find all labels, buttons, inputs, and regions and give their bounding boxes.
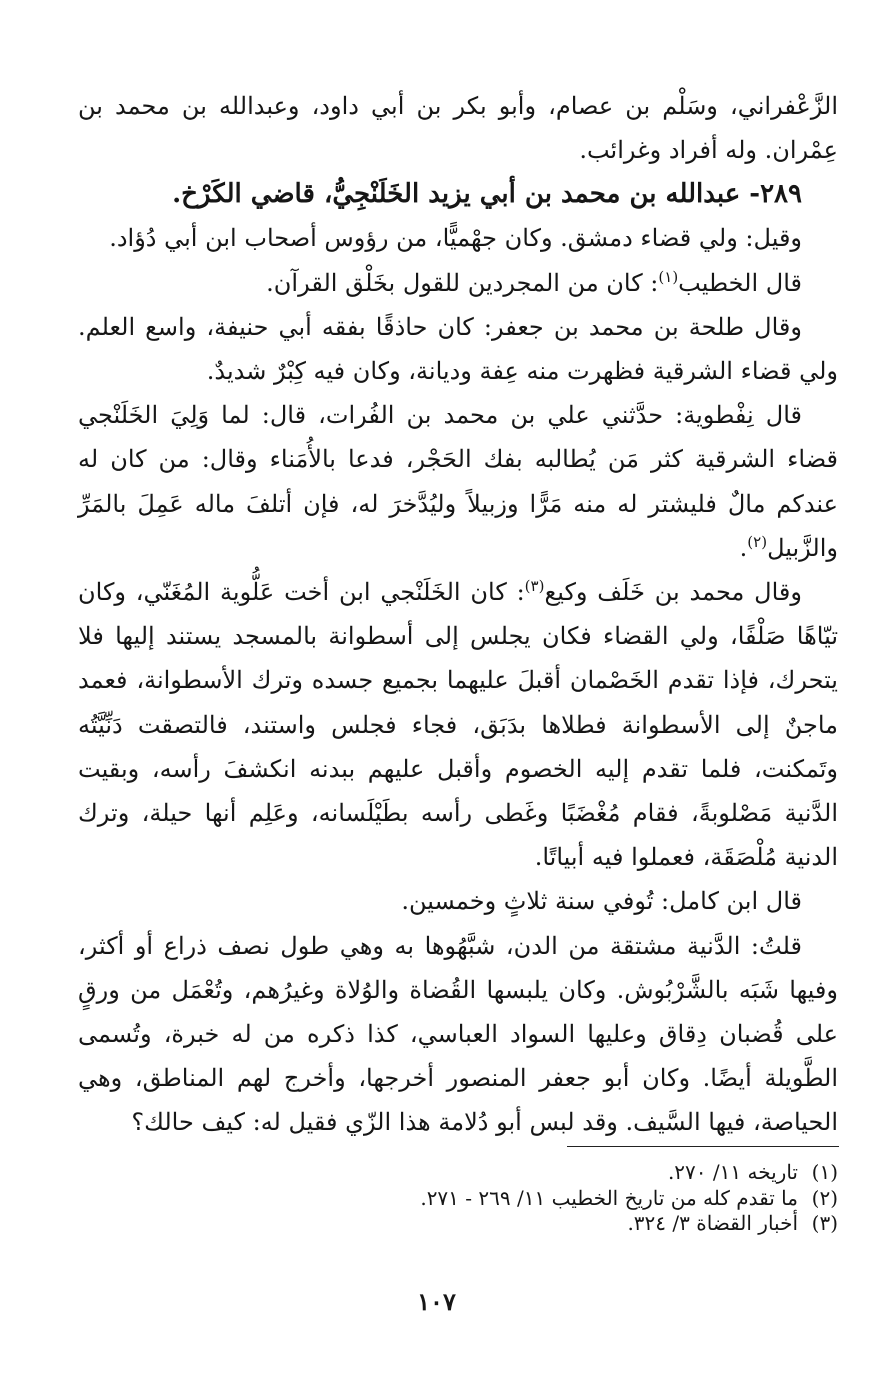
footnote-number: (٣) [811, 1211, 838, 1235]
main-text [78, 84, 838, 1145]
entry-title: عبدالله بن محمد بن أبي يزيد الخَلَنْجِيُّ، قاضي الكَرْخ. [172, 179, 741, 210]
entry-heading [78, 172, 838, 216]
paragraph: وقيل: ولي قضاء دمشق. وكان جهْميًّا، من رؤوس أصحاب ابن أبي دُؤاد. [109, 224, 802, 253]
footnote-text: تاريخه ١١/ ٢٧٠. [667, 1160, 798, 1184]
paragraph: وقال محمد بن خَلَف وكيع$^{(٣)}$: كان الخَلَنْجي ابن أخت عَلُّوية المُغَنّي، وكان تيّاهًا صَلْفًا، ولي القضاء فكان يجلس إلى أسطوانة بالمسجد يستند إليها فلا يتحرك، فإذا تقدم الخَصْمان أقبلَ عليهما بجميع جسده وترك الأسطوانة، فعمد ماجنٌ إلى الأسطوانة فطلاها بدَبَق، فجاء فجلس واستند، فالتصقت دَنِّيَّتُه وتَمكنت، فلما تقدم إليه الخصوم وأقبل عليهم ببدنه انكشفَ رأسه، وبقيت الدَّنية مَصْلوبةً، فقام مُغْضَبًا وغَطى رأسه بطَيْلَسانه، وعَلِم أنها حيلة، وترك الدنية مُلْصَقَة، فعملوا فيه أبياتًا. [78, 577, 838, 872]
paragraph: قلتُ: الدَّنية مشتقة من الدن، شبَّهُوها به وهي طول نصف ذراع أو أكثر، وفيها شَبَه بالشَّرْبُوش. وكان يلبسها القُضاة والوُلاة وغيرُهم، وتُعْمَل من ورقٍ على قُضبان دِقاق وعليها السواد العباسي، كذا ذكره من له خبرة، وتُسمى الطَّويلة أيضًا. وكان أبو جعفر المنصور أخرجها، وأخرج لهم المناطق، وهي الحياصة، فيها السَّيف. وقد لبس أبو دُلامة هذا الزّي فقيل له: كيف حالك؟ [78, 931, 838, 1137]
paragraph: وقال طلحة بن محمد بن جعفر: كان حاذقًا بفقه أبي حنيفة، واسع العلم. ولي قضاء الشرقية فظهرت منه عِفة وديانة، وكان فيه كِبْرٌ شديدٌ. [78, 312, 838, 386]
entry-number: ٢٨٩- [749, 179, 802, 210]
footnote-divider [567, 1146, 839, 1147]
footnote-text: أخبار القضاة ٣/ ٣٢٤. [627, 1211, 798, 1235]
footnote-number: (١) [811, 1160, 838, 1184]
paragraph: قال ابن كامل: تُوفي سنة ثلاثٍ وخمسين. [401, 887, 802, 916]
footnote-text: ما تقدم كله من تاريخ الخطيب ١١/ ٢٦٩ - ٢٧١. [420, 1185, 798, 1210]
footnote-ref: (١) [658, 267, 679, 286]
footnote-item [78, 1186, 838, 1212]
footnotes [78, 1160, 838, 1237]
footnote-ref: (٢) [747, 532, 768, 551]
footnote-number: (٢) [811, 1185, 838, 1210]
page-number: ١٠٧ [417, 1287, 456, 1316]
paragraph: قال الخطيب$^{(١)}$: كان من المجردين للقول بخَلْق القرآن. [266, 267, 802, 297]
paragraph-continuation: الزَّعْفراني، وسَلْم بن عصام، وأبو بكر بن أبي داود، وعبدالله بن محمد بن عِمْران. وله أفراد وغرائب. [78, 92, 838, 165]
footnote-item [78, 1160, 838, 1186]
footnote-ref: (٣) [524, 577, 545, 596]
paragraph: قال نِفْطوية: حدَّثني علي بن محمد بن الفُرات، قال: لما وَلِيَ الخَلَنْجي قضاء الشرقية كثر مَن يُطالبه بفك الحَجْر، فدعا بالأُمَناء وقال: من كان له عندكم مالٌ فليشتر له منه مَرًّا وزبيلاً وليُدَّخرَ له، فإن أتلفَ ماله عَمِلَ بالمَرِّ والزَّبيل$^{(٢)}$. [78, 401, 838, 562]
footnote-item [78, 1211, 838, 1237]
